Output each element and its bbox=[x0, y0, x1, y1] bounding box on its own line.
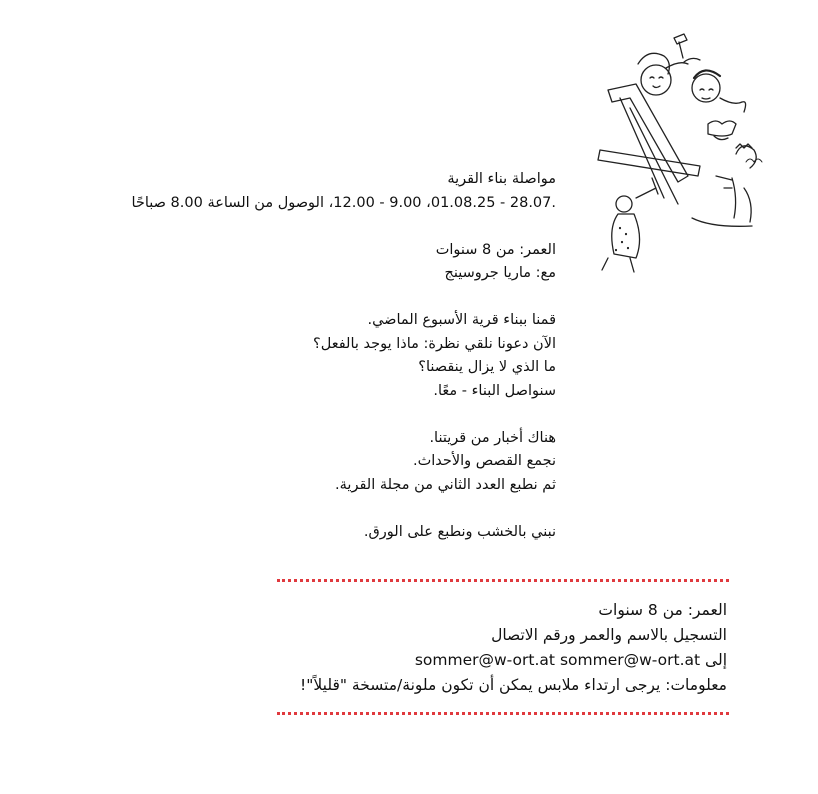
paragraph-line: ما الذي لا يزال ينقصنا؟ bbox=[418, 359, 556, 375]
paragraph-line: سنواصل البناء - معًا. bbox=[433, 382, 556, 399]
paragraph-line: الآن دعونا نلقي نظرة: ماذا يوجد بالفعل؟ bbox=[313, 335, 556, 352]
email-link[interactable]: sommer@w-ort.at bbox=[559, 651, 701, 669]
paragraph-line: نجمع القصص والأحداث. bbox=[413, 453, 556, 469]
email-prefix: إلى bbox=[705, 651, 727, 669]
paragraph-line: نبني بالخشب ونطبع على الورق. bbox=[363, 523, 556, 540]
info-registration: التسجيل بالاسم والعمر ورقم الاتصال bbox=[491, 626, 727, 644]
info-email-line bbox=[267, 648, 727, 673]
paragraph-line: ثم نطبع العدد الثاني من مجلة القرية. bbox=[335, 476, 556, 493]
event-age: العمر: من 8 سنوات bbox=[435, 241, 556, 258]
registration-info bbox=[267, 598, 727, 698]
info-age: العمر: من 8 سنوات bbox=[598, 601, 727, 619]
info-note: معلومات: يرجى ارتداء ملابس يمكن أن تكون ملونة/متسخة "قليلاً"! bbox=[300, 676, 727, 694]
event-with: مع: ماريا جروسينج bbox=[444, 265, 556, 281]
event-description bbox=[116, 168, 556, 544]
paragraph-line: قمنا ببناء قرية الأسبوع الماضي. bbox=[367, 312, 556, 328]
children-building-illustration-icon bbox=[596, 28, 766, 278]
paragraph-line: هناك أخبار من قريتنا. bbox=[429, 429, 556, 446]
top-divider bbox=[277, 579, 729, 582]
email-link[interactable]: sommer@w-ort.at bbox=[414, 651, 555, 669]
event-title: مواصلة بناء القرية bbox=[447, 171, 556, 187]
event-dates: .28.07 - 01.08.25، 9.00 - 12.00، الوصول من الساعة 8.00 صباحًا bbox=[131, 194, 556, 211]
bottom-divider bbox=[277, 712, 729, 715]
